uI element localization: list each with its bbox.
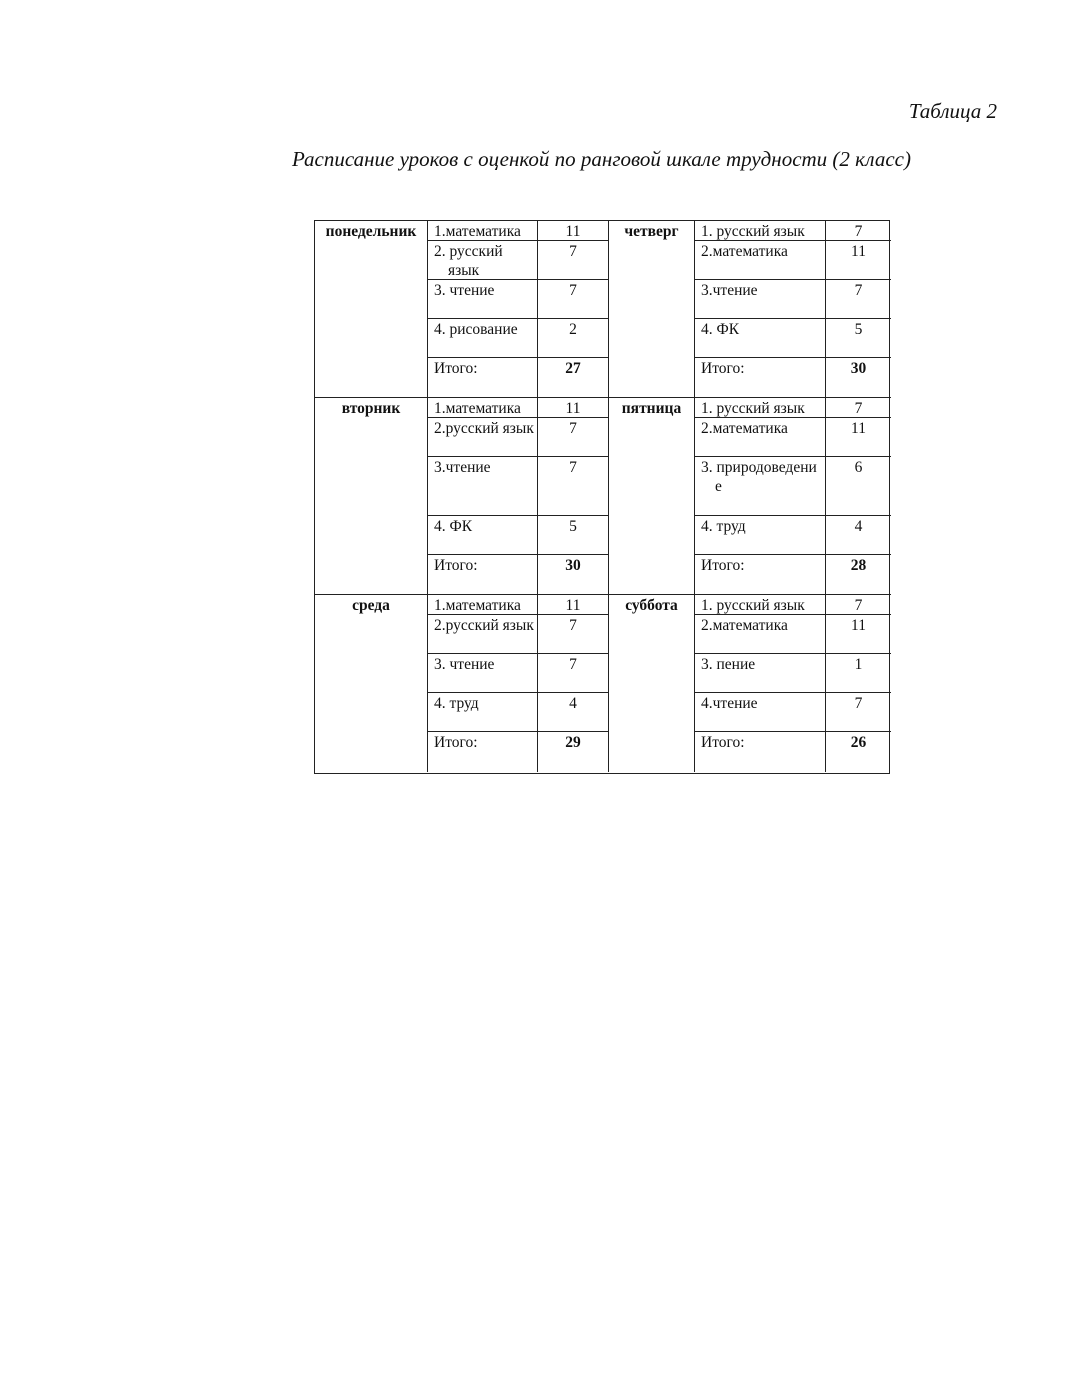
score-cell: 11 (826, 418, 891, 457)
day-cell: суббота (609, 595, 695, 772)
day-cell: понедельник (315, 221, 428, 398)
score-cell: 11 (538, 221, 609, 241)
total-score-cell: 28 (826, 555, 891, 595)
score-cell: 11 (826, 615, 891, 654)
score-cell: 7 (538, 615, 609, 654)
subject-cell: 2.русский язык (428, 615, 538, 654)
subject-cell: 3. природоведение (695, 457, 826, 516)
subject-cell: 2.математика (695, 615, 826, 654)
subject-cell: 4. труд (428, 693, 538, 732)
subject-cell: 2.русский язык (428, 418, 538, 457)
subject-cell: 1.математика (428, 398, 538, 418)
subject-cell: 1.математика (428, 595, 538, 615)
score-cell: 2 (538, 319, 609, 358)
score-cell: 11 (826, 241, 891, 280)
total-score-cell: 30 (826, 358, 891, 398)
day-cell: пятница (609, 398, 695, 595)
total-label-cell: Итого: (428, 358, 538, 398)
total-score-cell: 27 (538, 358, 609, 398)
total-label-cell: Итого: (695, 555, 826, 595)
score-cell: 6 (826, 457, 891, 516)
day-cell: вторник (315, 398, 428, 595)
subject-cell: 3. пение (695, 654, 826, 693)
subject-cell: 3.чтение (695, 280, 826, 319)
total-score-cell: 26 (850, 734, 867, 751)
score-cell: 7 (538, 418, 609, 457)
score-cell: 11 (538, 398, 609, 418)
subject-cell: 4. ФК (695, 319, 826, 358)
subject-cell: 1.математика (428, 221, 538, 241)
subject-cell: 1. русский язык (695, 221, 826, 241)
subject-cell: 3. чтение (428, 654, 538, 693)
total-label-cell: Итого: (428, 732, 538, 772)
score-cell: 7 (826, 693, 891, 732)
schedule-table (314, 220, 890, 774)
subject-cell: 3.чтение (428, 457, 538, 516)
subject-cell: 4.чтение (695, 693, 826, 732)
day-cell: четверг (609, 221, 695, 398)
subject-cell: 2.математика (695, 241, 826, 280)
subject-cell: 3. чтение (428, 280, 538, 319)
score-cell: 7 (538, 280, 609, 319)
total-score-cell: 30 (538, 555, 609, 595)
total-score-cell: 29 (538, 732, 609, 772)
score-cell: 7 (538, 457, 609, 516)
subject-cell: 1. русский язык (695, 398, 826, 418)
total-label-cell: Итого: (695, 358, 826, 398)
score-cell: 11 (538, 595, 609, 615)
subject-cell: 4. труд (695, 516, 826, 555)
total-label-cell: Итого: (428, 555, 538, 595)
score-cell: 4 (826, 516, 891, 555)
total-label-cell: Итого: (695, 732, 826, 772)
subject-cell: 4. рисование (428, 319, 538, 358)
score-cell: 1 (826, 654, 891, 693)
score-cell: 7 (538, 241, 609, 280)
subject-cell: 2.математика (695, 418, 826, 457)
score-cell: 7 (826, 398, 891, 418)
subject-cell: 2. русский язык (428, 241, 538, 280)
score-cell: 7 (538, 654, 609, 693)
score-cell: 4 (538, 693, 609, 732)
day-cell: среда (315, 595, 428, 772)
score-cell: 7 (826, 595, 891, 615)
table-caption: Расписание уроков с оценкой по ранговой шкале трудности (2 класс) (292, 147, 911, 171)
subject-cell: 4. ФК (428, 516, 538, 555)
subject-cell: 1. русский язык (695, 595, 826, 615)
score-cell: 5 (826, 319, 891, 358)
score-cell: 7 (826, 280, 891, 319)
table-number-label: Таблица 2 (908, 99, 997, 123)
score-cell: 7 (826, 221, 891, 241)
score-cell: 5 (538, 516, 609, 555)
